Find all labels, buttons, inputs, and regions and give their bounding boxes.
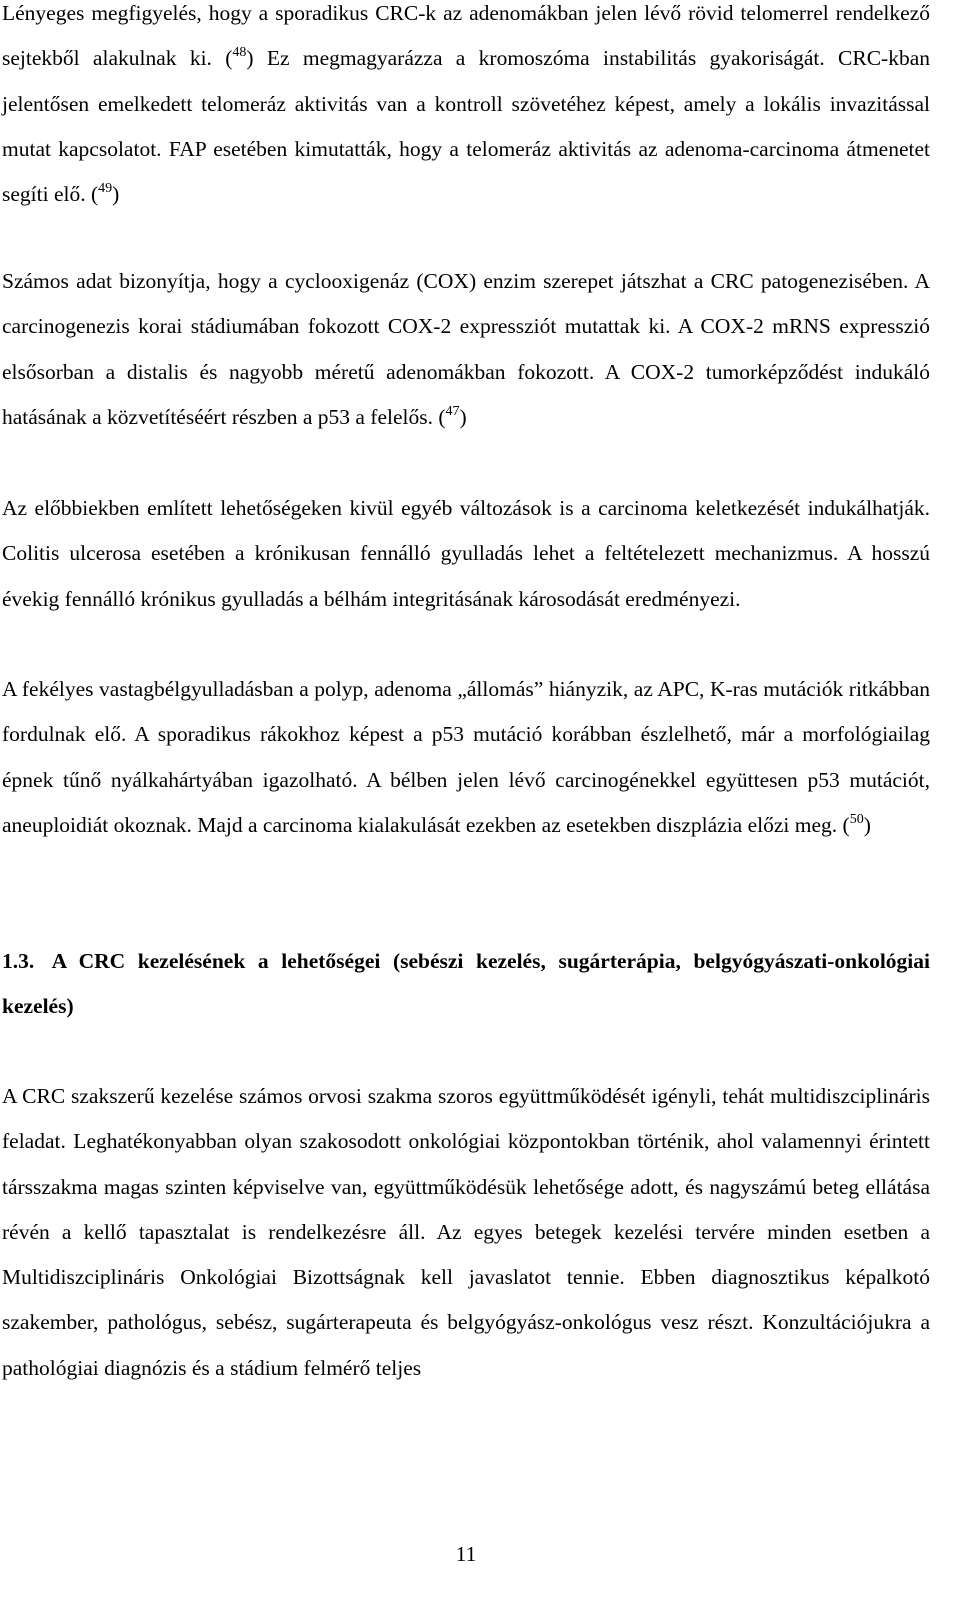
paragraph-ulcerative-colitis xyxy=(2,667,930,848)
section-number: 1.3. xyxy=(2,949,35,973)
paragraph-colitis xyxy=(2,486,930,622)
paragraph-text: Számos adat bizonyítja, hogy a cyclooxigenáz (COX) enzim szerepet játszhat a CRC patogenezisében. A carcinogenezis korai stádiumában fokozott COX-2 expressziót mutattak ki. A COX-2 mRNS expresszió elsősorban a distalis és nagyobb méretű adenomákban fokozott. A COX-2 tumorképződést indukáló hatásának a közvetítéséért részben a p53 a felelős. ( xyxy=(2,269,930,429)
paragraph-text: ) xyxy=(112,182,120,207)
paragraph-text: Az előbbiekben említett lehetőségeken kivül egyéb változások is a carcinoma keletkezését indukálhatják. Colitis ulcerosa esetében a krónikusan fennálló gyulladás lehet a feltételezett mechanizmus. A hosszú évekig fennálló krónikus gyulladás a bélhám integritásának károsodását eredményezi. xyxy=(2,496,930,611)
section-heading xyxy=(2,939,930,1030)
paragraph-text: A fekélyes vastagbélgyulladásban a polyp, adenoma „állomás” hiányzik, az APC, K-ras mutációk ritkábban fordulnak elő. A sporadikus rákokhoz képest a p53 mutáció korábban észlelhető, már a morfológiailag épnek tűnő nyálkahártyában igazolható. A bélben jelen lévő carcinogénekkel együttesen p53 mutációt, aneuploidiát okoznak. Majd a carcinoma kialakulását ezekben az esetekben diszplázia előzi meg. ( xyxy=(2,677,930,837)
reference-number: 49 xyxy=(98,181,113,197)
paragraph-treatment: A CRC szakszerű kezelése számos orvosi szakma szoros együttműködését igényli, tehát multidiszciplináris feladat. Leghatékonyabban olyan szakosodott onkológiai központokban történik, ahol valamennyi érintett társszakma magas szinten képviselve van, együttműködésük lehetősége adott, és nagyszámú beteg ellátása révén a kellő tapasztalat is rendelkezésre áll. Az egyes betegek kezelési tervére minden esetben a Multidiszciplináris Onkológiai Bizottságnak kell javaslatot tennie. Ebben diagnosztikus képalkotó szakember, pathológus, sebész, sugárterapeuta és belgyógyász-onkológus vesz részt. Konzultációjukra a pathológiai diagnózis és a stádium felmérő teljes xyxy=(2,1084,930,1380)
paragraph-text: ) xyxy=(863,812,871,837)
paragraph-text: ) xyxy=(459,404,467,429)
reference-number: 47 xyxy=(445,403,460,419)
paragraph-telomerase xyxy=(2,0,930,217)
paragraph-cox xyxy=(2,259,930,440)
page-number: 11 xyxy=(455,1542,477,1566)
paragraph-text: ) Ez megmagyarázza a kromoszóma instabilitás gyakoriságát. CRC-kban jelentősen emelkedett telomeráz aktivitás van a kontroll szövetéhez képest, amely a lokális invazitással mutat kapcsolatot. FAP esetében kimutatták, hogy a telomeráz aktivitás az adenoma-carcinoma átmenetet segíti elő. ( xyxy=(2,46,930,207)
section-title: A CRC kezelésének a lehetőségei (sebészi kezelés, sugárterápia, belgyógyászati-onkológiai kezelés) xyxy=(2,949,930,1019)
paragraph-text: Lényeges megfigyelés, hogy a sporadikus CRC-k az adenomákban jelen lévő rövid telomerrel rendelkező sejtekből alakulnak ki. ( xyxy=(2,1,930,71)
reference-number: 48 xyxy=(232,45,247,61)
reference-number: 50 xyxy=(849,811,864,827)
